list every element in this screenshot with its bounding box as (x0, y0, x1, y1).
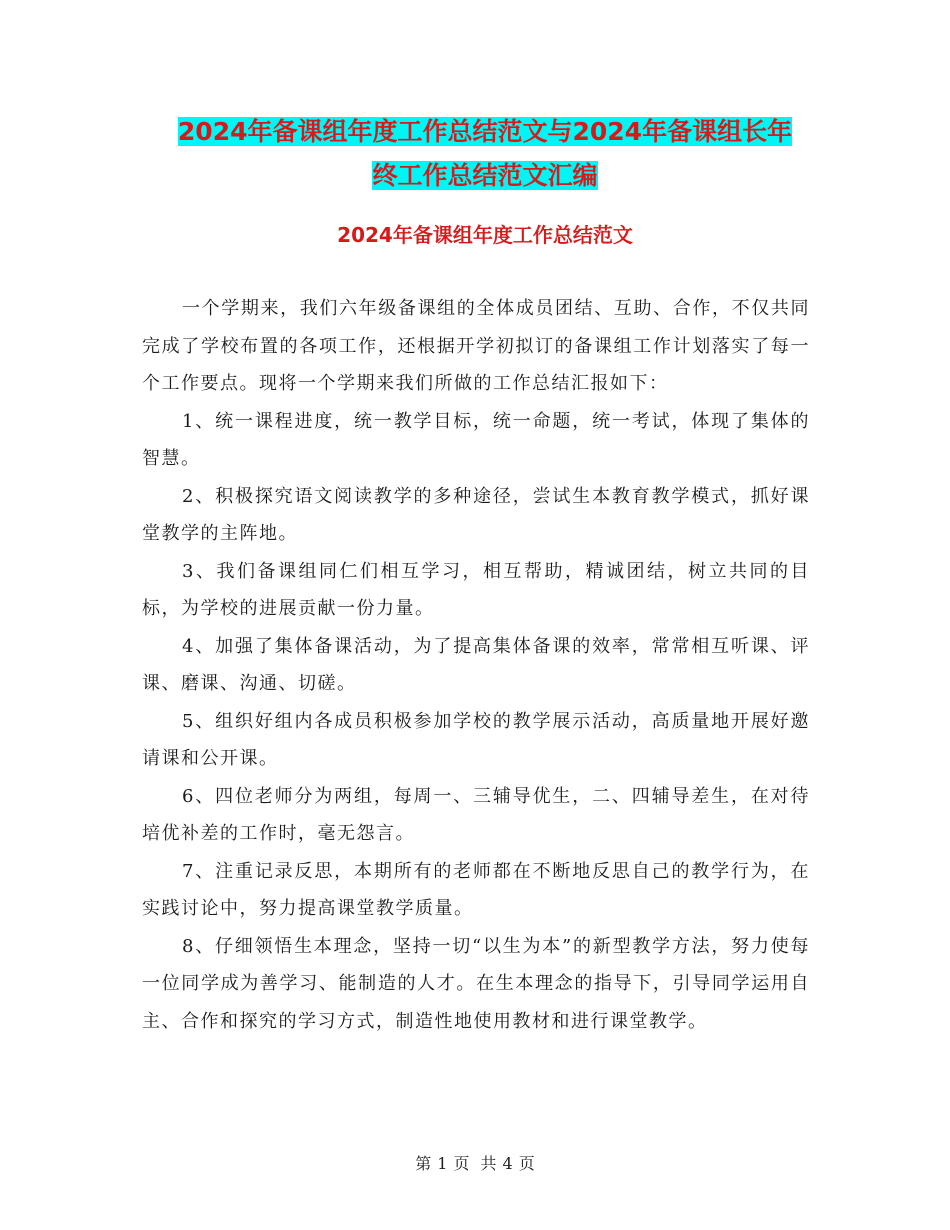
section-title: 2024年备课组年度工作总结范文 (337, 223, 633, 247)
page-footer (0, 1152, 950, 1176)
paragraph-item-2: 2、积极探究语文阅读教学的多种途径，尝试生本教育教学模式，抓好课堂教学的主阵地。 (142, 485, 810, 544)
current-page-number: 1 (437, 1154, 448, 1173)
paragraph-item-3: 3、我们备课组同仁们相互学习，相互帮助，精诚团结，树立共同的目标，为学校的进展贡献一份力量。 (142, 560, 810, 619)
paragraph-item-8: 8、仔细领悟生本理念，坚持一切“以生为本”的新型教学方法，努力使每一位同学成为善学习、能制造的人才。在生本理念的指导下，引导同学运用自主、合作和探究的学习方式，制造性地使用教材和进行课堂教学。 (142, 935, 810, 1032)
main-title-line-1: 2024年备课组年度工作总结范文与2024年备课组长年 (177, 117, 793, 146)
paragraph-item-5: 5、组织好组内各成员积极参加学校的教学展示活动，高质量地开展好邀请课和公开课。 (142, 710, 810, 769)
paragraph-item-1: 1、统一课程进度，统一教学目标，统一命题，统一考试，体现了集体的智慧。 (142, 410, 810, 469)
footer-prefix: 第 (415, 1154, 432, 1173)
document-body (142, 290, 810, 1040)
main-title (140, 110, 830, 198)
total-pages-number: 4 (502, 1154, 513, 1173)
paragraph-item-7: 7、注重记录反思，本期所有的老师都在不断地反思自己的教学行为，在实践讨论中，努力提高课堂教学质量。 (142, 860, 810, 919)
main-title-line-2: 终工作总结范文汇编 (372, 161, 598, 190)
paragraph-item-4: 4、加强了集体备课活动，为了提高集体备课的效率，常常相互听课、评课、磨课、沟通、切磋。 (142, 635, 810, 694)
paragraph-intro: 一个学期来，我们六年级备课组的全体成员团结、互助、合作，不仅共同完成了学校布置的各项工作，还根据开学初拟订的备课组工作计划落实了每一个工作要点。现将一个学期来我们所做的工作总结汇报如下： (142, 298, 810, 394)
footer-middle: 页 共 (453, 1154, 497, 1173)
paragraph-item-6: 6、四位老师分为两组，每周一、三辅导优生，二、四辅导差生，在对待培优补差的工作时，毫无怨言。 (142, 785, 810, 844)
footer-suffix: 页 (518, 1154, 535, 1173)
